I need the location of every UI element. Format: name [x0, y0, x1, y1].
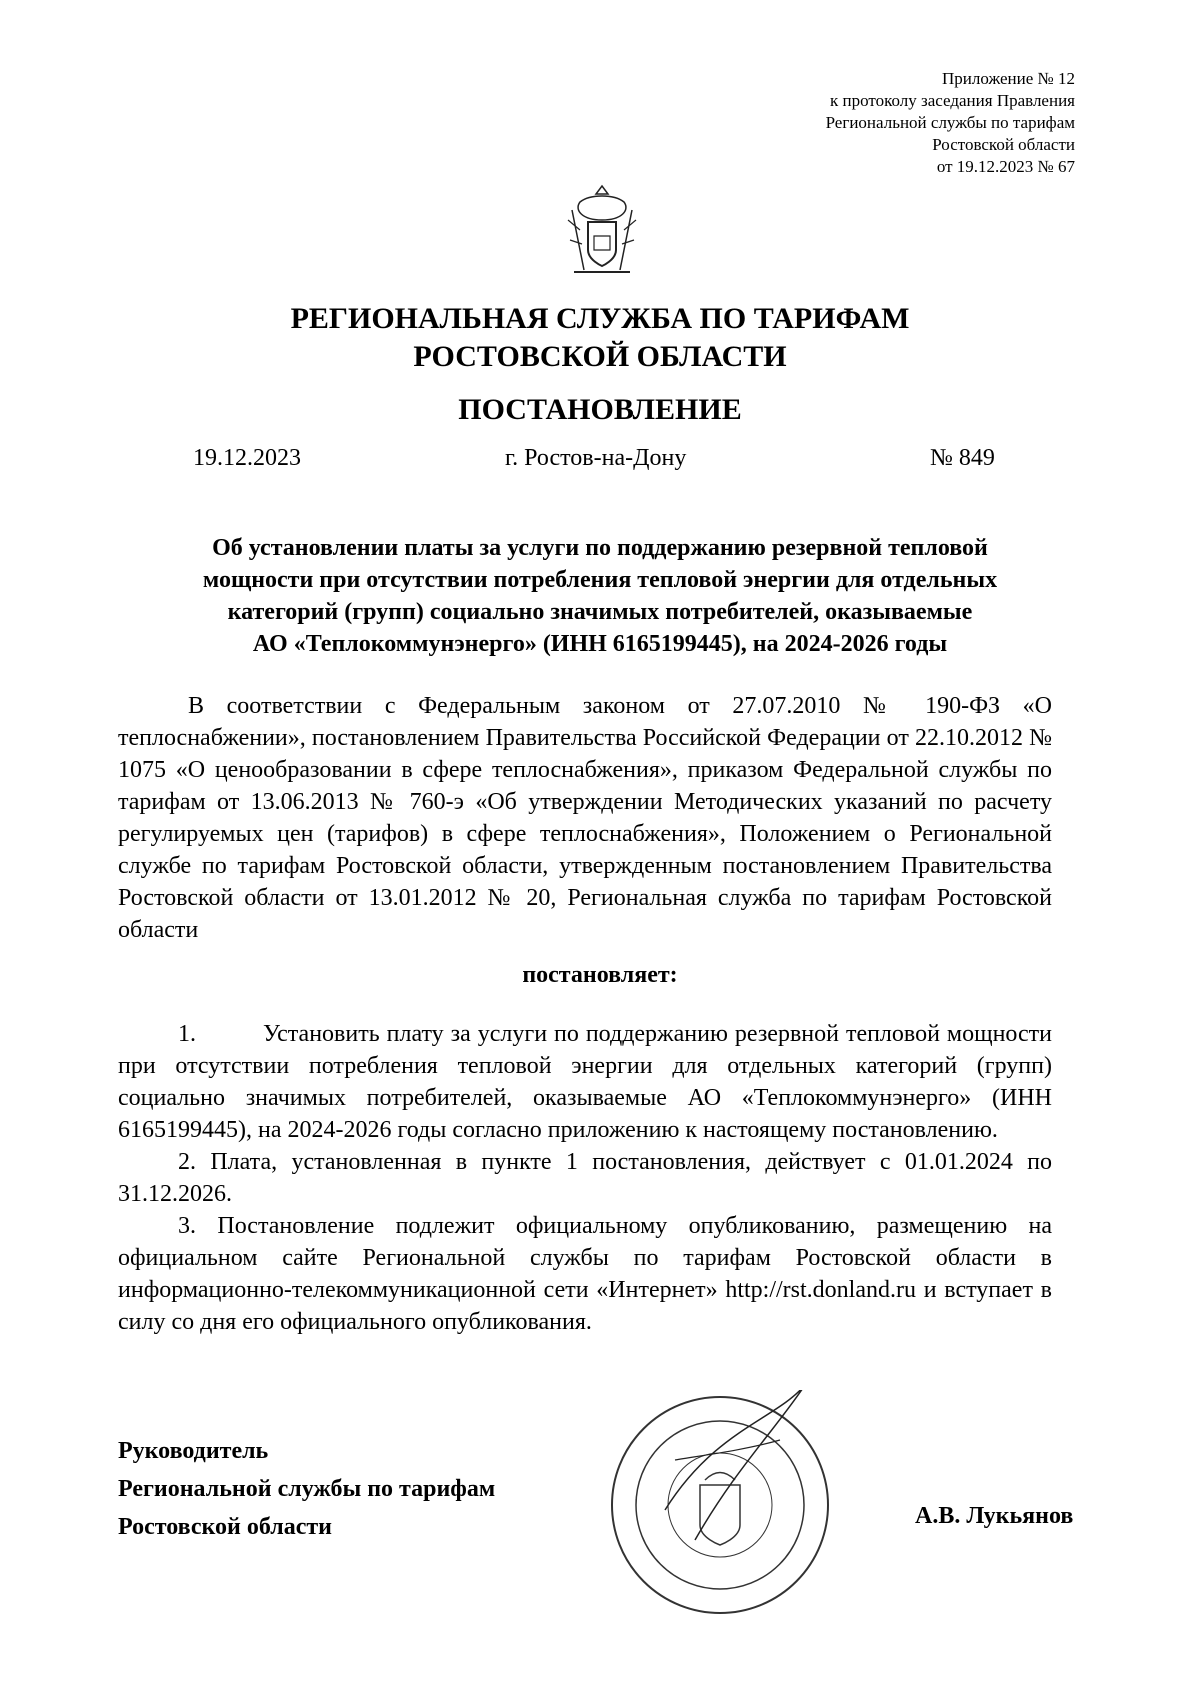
document-number: № 849 — [930, 445, 995, 471]
preamble-paragraph: В соответствии с Федеральным законом от 27.07.2010 № 190-ФЗ «О теплоснабжении», постановлением Правительства Российской Федерации от 22.10.2012 № 1075 «О ценообразовании в сфере теплоснабжения», приказом Федеральной службы по тарифам от 13.06.2013 № 760-э «Об утверждении Методических указаний по расчету регулируемых цен (тарифов) в сфере теплоснабжения», Положением о Региональной службе по тарифам Ростовской области, утвержденным постановлением Правительства Ростовской области от 13.01.2012 № 20, Региональная служба по тарифам Ростовской области — [118, 693, 1052, 943]
attachment-line: Региональной службы по тарифам — [825, 113, 1075, 132]
official-stamp — [605, 1390, 835, 1620]
attachment-line: от 19.12.2023 № 67 — [936, 157, 1075, 176]
coat-of-arms-icon — [560, 180, 644, 280]
item-1-number: 1. — [178, 1021, 196, 1047]
subject-line: категорий (групп) социально значимых потребителей, оказываемые — [227, 599, 973, 625]
item-3: 3. Постановление подлежит официальному опубликованию, размещению на официальном сайте Региональной службы по тарифам Ростовской области в информационно-телекоммуникационной сети «Интернет» http://rst.donland.ru и вступает в силу со дня его официального опубликования. — [118, 1213, 1052, 1335]
attachment-note — [826, 68, 1075, 178]
signatory-title-line: Ростовской области — [118, 1514, 332, 1540]
signatory-name: А.В. Лукьянов — [915, 1503, 1074, 1529]
document-type: ПОСТАНОВЛЕНИЕ — [458, 393, 742, 426]
item-1 — [118, 1018, 1052, 1146]
document-city: г. Ростов-на-Дону — [505, 445, 687, 471]
decree-items — [118, 1018, 1052, 1338]
item-2: 2. Плата, установленная в пункте 1 постановления, действует с 01.01.2024 по 31.12.2026. — [118, 1149, 1052, 1207]
attachment-line: Ростовской области — [932, 135, 1075, 154]
document-subject — [150, 532, 1050, 660]
subject-line: мощности при отсутствии потребления тепловой энергии для отдельных — [202, 567, 998, 593]
organization-line: РОСТОВСКОЙ ОБЛАСТИ — [413, 340, 787, 373]
attachment-line: Приложение № 12 — [942, 69, 1075, 88]
signatory-title-line: Руководитель — [118, 1438, 269, 1464]
subject-line: Об установлении платы за услуги по поддержанию резервной тепловой — [212, 535, 988, 561]
subject-line: АО «Теплокоммунэнерго» (ИНН 6165199445), на 2024-2026 годы — [252, 631, 948, 657]
decree-word: постановляет: — [522, 962, 678, 988]
organization-name — [0, 300, 1200, 376]
organization-line: РЕГИОНАЛЬНАЯ СЛУЖБА ПО ТАРИФАМ — [290, 302, 910, 335]
item-1-text: Установить плату за услуги по поддержанию резервной тепловой мощности при отсутствии потребления тепловой энергии для отдельных категорий (групп) социально значимых потребителей, оказываемые АО «Теплокоммунэнерго» (ИНН 6165199445), на 2024-2026 годы согласно приложению к настоящему постановлению. — [118, 1021, 1052, 1143]
attachment-line: к протоколу заседания Правления — [830, 91, 1075, 110]
signatory-title — [118, 1432, 495, 1546]
signatory-title-line: Региональной службы по тарифам — [118, 1476, 496, 1502]
document-date: 19.12.2023 — [193, 445, 301, 471]
